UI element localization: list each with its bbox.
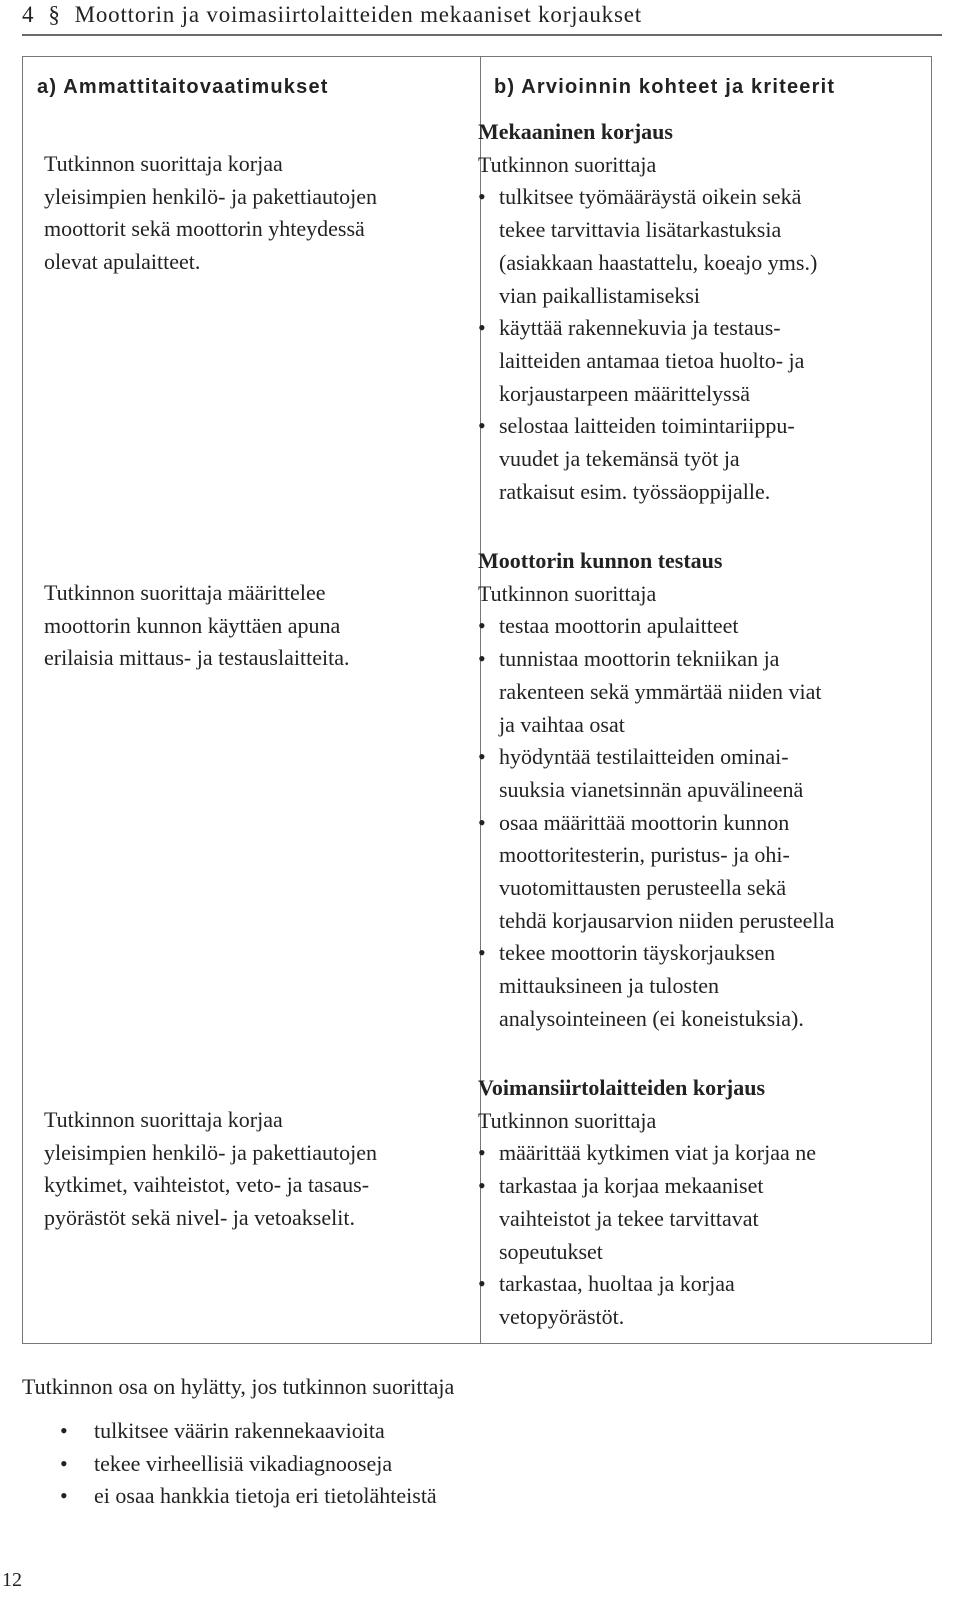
text-line: moottorit sekä moottorin yhteydessä [44,216,365,242]
list-item [478,643,910,741]
list-item [478,937,910,1035]
list-item [478,741,910,806]
right-column-heading: b) Arvioinnin kohteet ja kriteerit [494,76,836,98]
text-line: • käyttää rakennekuvia ja testaus- [499,315,781,341]
criteria-list [478,1137,910,1333]
section-title: Mekaaninen korjaus [478,119,673,144]
section-title: Moottorin ja voimasiirtolaitteiden mekaaniset korjaukset [74,2,642,27]
section-sign: § [48,2,61,27]
text-line: vuudet ja tekemänsä työt ja [499,446,740,472]
text-line: suuksia vianetsinnän apuvälineenä [499,776,804,802]
criteria-list [478,181,910,508]
text-line: (asiakkaan haastattelu, koeajo yms.) [499,249,818,275]
text-line: laitteiden antamaa tietoa huolto- ja [499,347,805,373]
list-item [478,1170,910,1268]
list-item: • ei osaa hankkia tietoja eri tietolähteistä [22,1480,922,1513]
text-line: korjaustarpeen määrittelyssä [499,380,751,406]
text-line: moottoritesterin, puristus- ja ohi- [499,842,790,868]
text-line: sopeutukset [499,1238,603,1264]
text-line: mittauksineen ja tulosten [499,973,719,999]
page-header [22,0,942,36]
text-line: kytkimet, vaihteistot, veto- ja tasaus- [44,1172,370,1198]
text-line: • tulkitsee työmääräystä oikein sekä [499,184,802,210]
text-line: Tutkinnon suorittaja korjaa [44,1107,283,1132]
text-line: tekee tarvittavia lisätarkastuksia [499,217,782,243]
text-line: • selostaa laitteiden toimintariippu- [499,413,795,439]
list-item [478,312,910,410]
page-number: 12 [2,1569,22,1591]
text-line: • määrittää kytkimen viat ja korjaa ne [499,1140,817,1166]
text-line: yleisimpien henkilö- ja pakettiautojen [44,1139,377,1165]
text-line: Tutkinnon suorittaja määrittelee [44,580,326,605]
text-line: • tarkastaa ja korjaa mekaaniset [499,1173,764,1199]
text-line: • tekee moottorin täyskorjauksen [499,940,776,966]
section-title: Moottorin kunnon testaus [478,548,723,573]
text-line: ratkaisut esim. työssäoppijalle. [499,478,771,504]
text-line: erilaisia mittaus- ja testauslaitteita. [44,645,350,671]
list-item [478,610,910,643]
text-line: vaihteistot ja tekee tarvittavat [499,1205,759,1231]
text-line: vian paikallistamiseksi [499,282,701,308]
text-line: analysointeineen (ei koneistuksia). [499,1005,804,1031]
text-line: • tarkastaa, huoltaa ja korjaa [499,1271,735,1297]
text-line: pyörästöt sekä nivel- ja vetoakselit. [44,1205,355,1231]
text-line: • tunnistaa moottorin tekniikan ja [499,646,780,672]
list-item [478,1268,910,1333]
criteria-list [478,610,910,1035]
text-line: ja vaihtaa osat [499,711,625,737]
section-engine-testing [478,545,910,1036]
list-item [478,1137,910,1170]
text-line: vetopyörästöt. [499,1303,625,1329]
section-number: 4 [22,2,35,27]
text-line: • testaa moottorin apulaitteet [499,613,739,639]
text-line: olevat apulaitteet. [44,249,201,275]
requirement-transmission-repair [44,1104,454,1235]
text-line: rakenteen sekä ymmärtää niiden viat [499,678,822,704]
list-item: • tekee virheellisiä vikadiagnooseja [22,1448,922,1481]
left-column-heading: a) Ammattitaitovaatimukset [37,76,329,98]
list-item [478,807,910,938]
section-subtitle: Tutkinnon suorittaja [478,1107,657,1133]
requirement-engine-condition [44,577,454,675]
list-item [478,181,910,312]
rejection-criteria [22,1371,922,1513]
text-line: vuotomittausten perusteella sekä [499,875,787,901]
list-item: • tulkitsee väärin rakennekaavioita [22,1415,922,1448]
section-transmission-repair [478,1072,910,1334]
section-title: Voimansiirtolaitteiden korjaus [478,1075,766,1100]
rejection-intro: Tutkinnon osa on hylätty, jos tutkinnon suorittaja [22,1374,455,1399]
section-mechanical-repair [478,116,910,508]
text-line: yleisimpien henkilö- ja pakettiautojen [44,183,377,209]
text-line: moottorin kunnon käyttäen apuna [44,612,341,638]
text-line: • hyödyntää testilaitteiden ominai- [499,744,789,770]
section-subtitle: Tutkinnon suorittaja [478,580,657,606]
text-line: tehdä korjausarvion niiden perusteella [499,907,835,933]
text-line: Tutkinnon suorittaja korjaa [44,151,283,176]
requirement-engine-repair [44,148,454,279]
text-line: • osaa määrittää moottorin kunnon [499,809,790,835]
section-subtitle: Tutkinnon suorittaja [478,151,657,177]
rejection-list [22,1415,922,1513]
list-item [478,410,910,508]
